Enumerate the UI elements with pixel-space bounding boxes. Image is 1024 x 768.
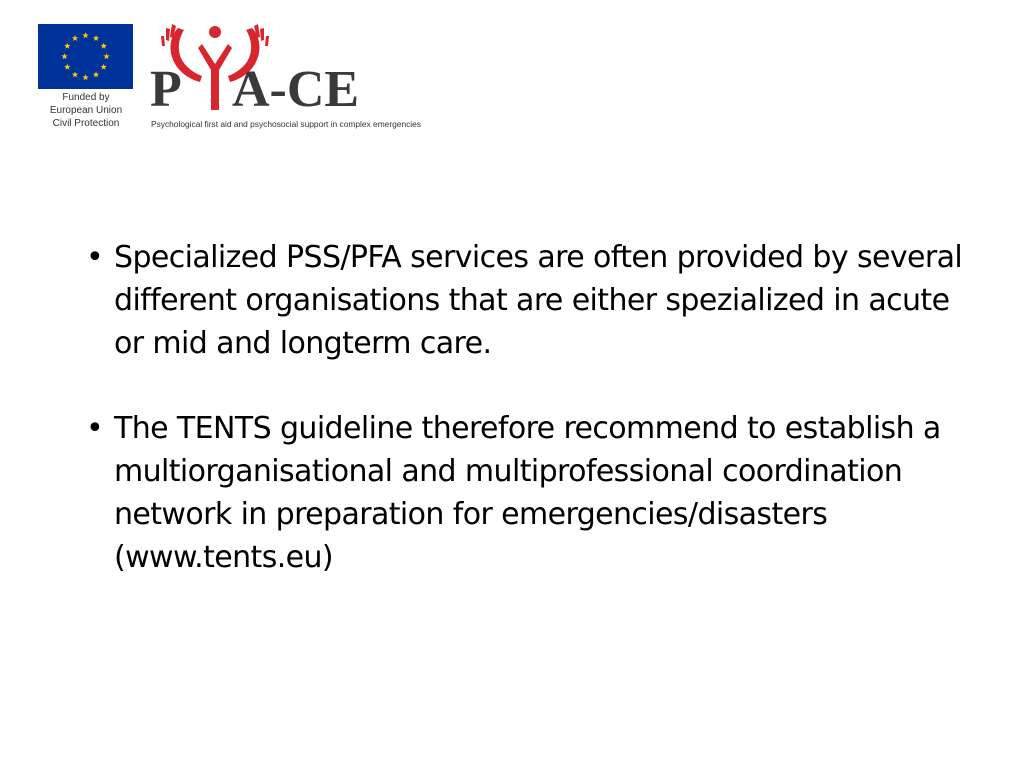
eu-caption-line: European Union [49, 105, 123, 116]
bullet-text: The TENTS guideline therefore recommend to establish a multiorganisational and multiprofessional coordination network in preparation for emergencies/disasters (www.tents.eu) [114, 411, 941, 575]
eu-flag-icon [38, 24, 133, 89]
bullet-item [86, 236, 966, 365]
pyace-letters-ace: A-CE [232, 61, 360, 118]
bullet-list [86, 236, 966, 579]
pyace-letter-p: P [150, 61, 182, 118]
eu-caption [26, 91, 146, 130]
bullet-text: Specialized PSS/PFA services are often provided by several different organisations that are either spezialized in acute or mid and longterm care. [114, 240, 963, 361]
bullet-dot-icon: • [86, 240, 104, 275]
pyace-logo-icon [148, 18, 393, 118]
eu-caption-line: Civil Protection [52, 118, 120, 129]
bullet-dot-icon: • [86, 411, 104, 446]
bullet-item [86, 407, 966, 579]
eu-caption-line: Funded by [62, 92, 110, 103]
eu-logo [38, 24, 134, 134]
pyace-tagline: Psychological first aid and psychosocial support in complex emergencies [151, 119, 421, 129]
pyace-logo [148, 18, 421, 133]
